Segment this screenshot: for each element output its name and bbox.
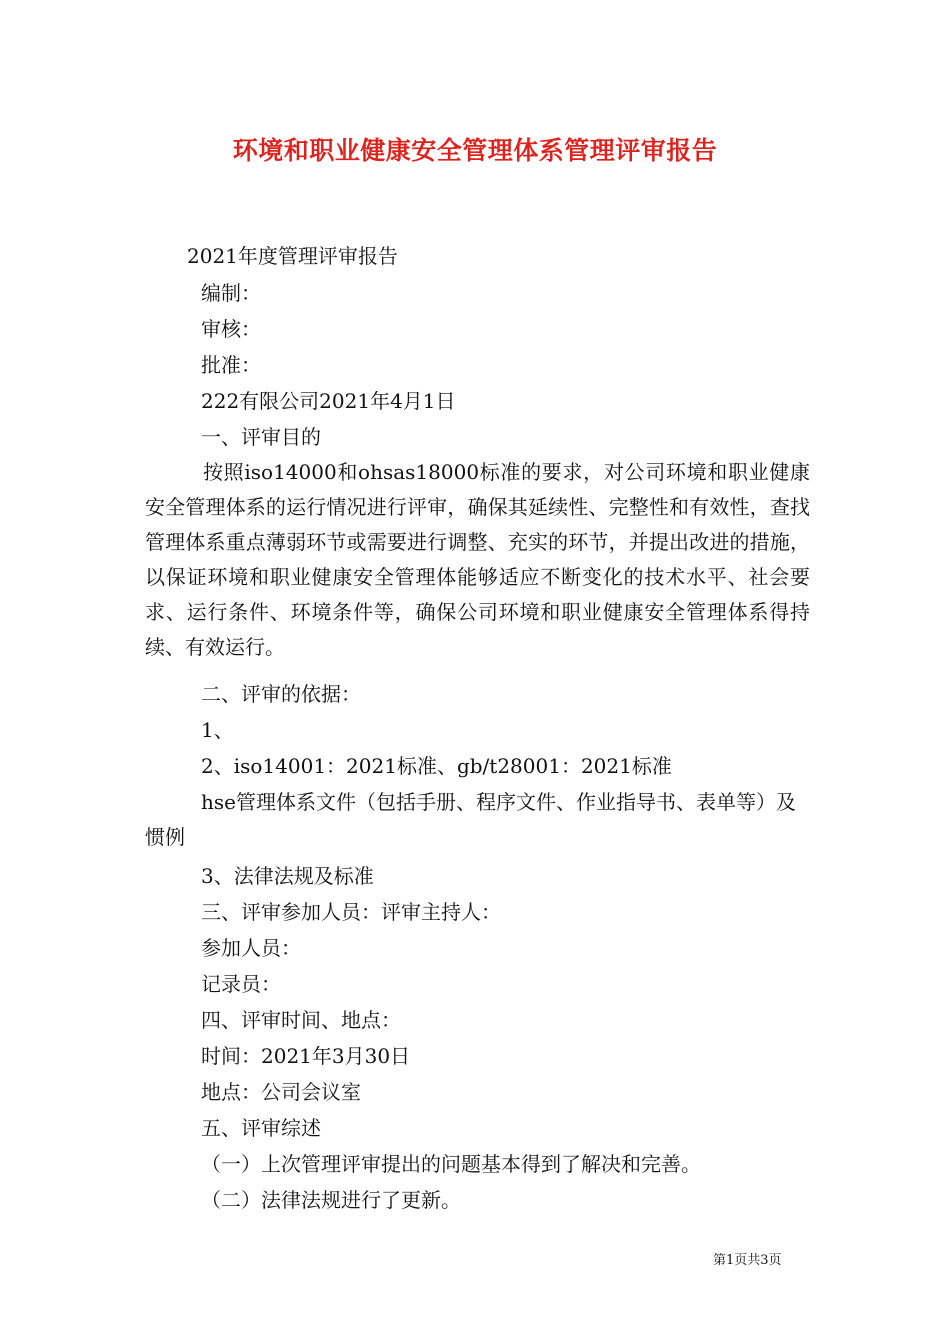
- document-title: 环境和职业健康安全管理体系管理评审报告: [232, 136, 718, 165]
- section1-heading: 一、评审目的: [201, 425, 321, 449]
- reviewed-by-label: 审核：: [201, 317, 261, 341]
- section5-heading: 五、评审综述: [201, 1116, 321, 1140]
- compiled-by-label: 编制：: [201, 281, 261, 305]
- company-date: 222有限公司2021年4月1日: [201, 389, 456, 413]
- participants-label: 参加人员：: [201, 936, 301, 960]
- section2-heading: 二、评审的依据：: [201, 682, 361, 706]
- summary-item-2: （二）法律法规进行了更新。: [201, 1188, 461, 1212]
- basis-hse-documents: hse管理体系文件（包括手册、程序文件、作业指导书、表单等）及惯例: [145, 790, 796, 849]
- section4-heading: 四、评审时间、地点：: [201, 1008, 401, 1032]
- basis-item-2: 2、iso14001：2021标准、gb/t28001：2021标准: [201, 754, 672, 778]
- summary-item-1: （一）上次管理评审提出的问题基本得到了解决和完善。: [201, 1152, 701, 1176]
- page-indicator: 第1页共3页: [713, 1253, 782, 1268]
- basis-item-3: 3、法律法规及标准: [201, 864, 374, 888]
- approved-by-label: 批准：: [201, 353, 261, 377]
- review-time: 时间：2021年3月30日: [201, 1044, 411, 1068]
- section1-body: 按照iso14000和ohsas18000标准的要求，对公司环境和职业健康安全管理体系的运行情况进行评审，确保其延续性、完整性和有效性，查找管理体系重点薄弱环节或需要进行调整、充实的环节，并提出改进的措施，以保证环境和职业健康安全管理体能够适应不断变化的技术水平、社会要求、运行条件、环境条件等，确保公司环境和职业健康安全管理体系得持续、有效运行。: [145, 460, 810, 659]
- section3-heading: 三、评审参加人员：评审主持人：: [201, 900, 501, 924]
- recorder-label: 记录员：: [201, 972, 281, 996]
- review-place: 地点：公司会议室: [201, 1080, 361, 1104]
- basis-item-1: 1、: [201, 718, 234, 742]
- report-subtitle: 2021年度管理评审报告: [187, 244, 398, 268]
